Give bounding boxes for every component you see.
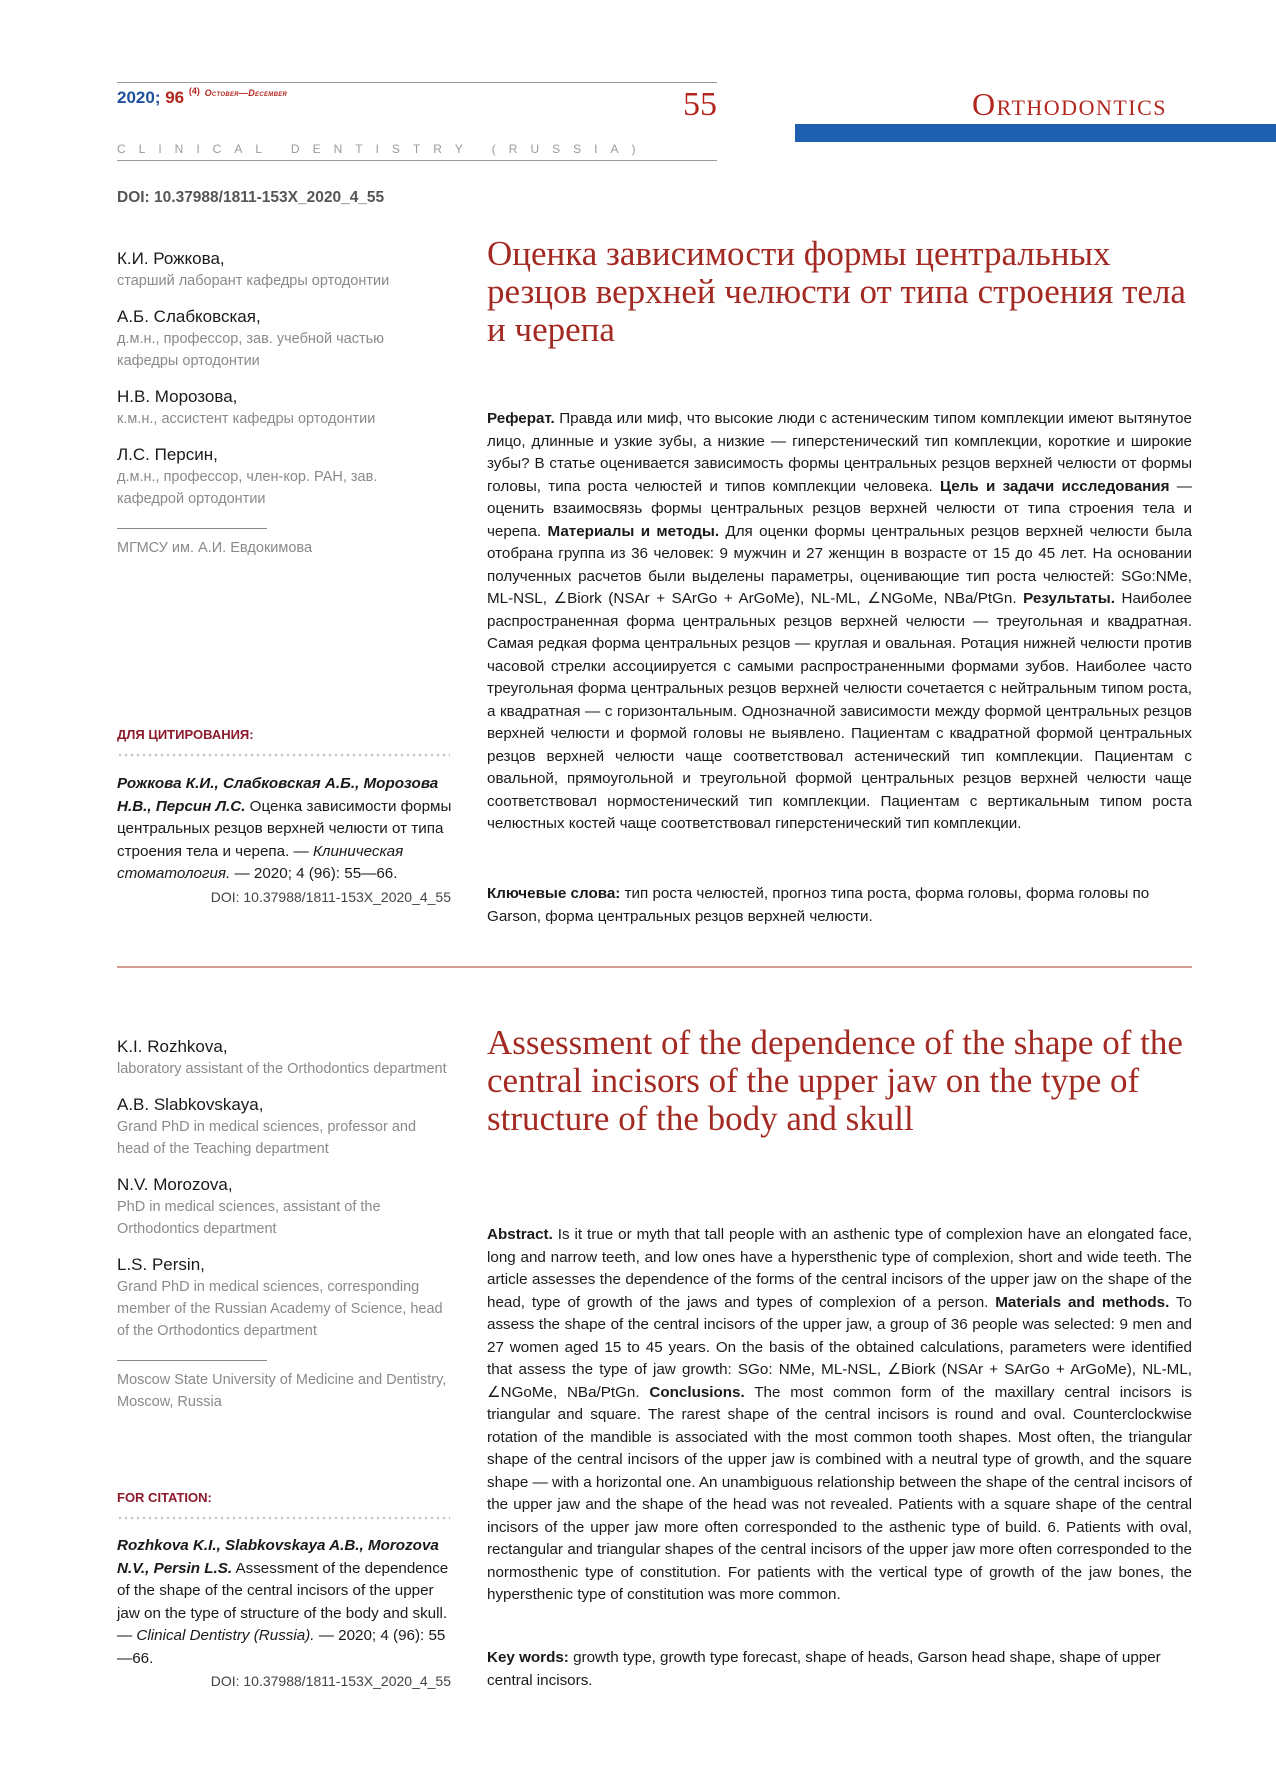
ru-citation <box>117 773 457 908</box>
journal-name: CLINICAL DENTISTRY (RUSSIA) <box>117 142 649 156</box>
issue-info <box>117 86 287 108</box>
ru-abstract <box>487 408 1192 836</box>
author-role: PhD in medical sciences, assistant of the Orthodontics department <box>117 1199 381 1237</box>
en-author-4 <box>117 1254 447 1342</box>
ru-author-1 <box>117 248 447 292</box>
abstract-label: Результаты. <box>1023 590 1115 607</box>
ru-authors <box>117 248 447 559</box>
citation-journal: Клиническая стоматология. <box>117 842 404 882</box>
keywords-label: Ключевые слова: <box>487 885 621 902</box>
citation-authors: Rozhkova K.I., Slabkovskaya A.B., Morozova N.V., Persin L.S. <box>117 1537 439 1577</box>
abstract-label: Materials and methods. <box>995 1293 1170 1311</box>
section-divider <box>117 966 1192 968</box>
abstract-label: Conclusions. <box>649 1383 745 1401</box>
citation-doi: DOI: 10.37988/1811-153X_2020_4_55 <box>210 888 451 905</box>
ru-author-3 <box>117 386 447 430</box>
author-role: Grand PhD in medical sciences, professor and head of the Teaching department <box>117 1119 417 1157</box>
ru-author-4 <box>117 444 447 510</box>
keywords-label: Key words: <box>487 1649 569 1666</box>
author-role: д.м.н., профессор, зав. учебной частью кафедры ортодонтии <box>117 331 385 369</box>
issue-volume: 96 <box>165 88 185 107</box>
abstract-text: To assess the shape of the central incisors of the upper jaw, a group of 36 people was selected: 9 men and 27 women aged 15 to 45 years. On the basis of the obtained calculations, parameters were identified that assess the type of jaw growth: SGo: NMe, ML-NSL, ∠Biork (NSAr + SArGo + ArGoMe), NL-ML, ∠NGoMe, NBa/PtGn. <box>487 1293 1192 1401</box>
abstract-label: Цель и задачи исследования <box>939 477 1170 495</box>
abstract-text: The most common form of the maxillary central incisors is triangular and square. The rarest shape of the central incisors is round and oval. Counterclockwise rotation of the mandible is associated with the most common tooth shapes. Most often, the triangular shape of the central incisors of the upper jaw is combined with a neutral type of growth, and the square shape — with a horizontal one. An unambiguous relationship between the shape of the central incisors of the upper jaw and the shape of the head was not revealed. Patients with a square shape of the central incisors of the upper jaw more often corresponded to the asthenic type of build. 6. Patients with oval, rectangular and triangular shapes of the central incisors of the upper jaw more often corresponded to the normosthenic type of constitution. For patients with the vertical type of growth of the jaw bones, the hypersthenic type of constitution was more common. <box>487 1383 1192 1603</box>
ru-keywords <box>487 883 1192 928</box>
citation-tail: — 2020; 4 (96): 55—66. <box>234 865 398 882</box>
en-keywords <box>487 1647 1192 1692</box>
citation-title: Оценка зависимости формы центральных резцов верхней челюсти от типа строения тела и черепа. — <box>117 797 452 860</box>
page-number: 55 <box>683 86 717 123</box>
en-author-3 <box>117 1174 447 1240</box>
issue-number: (4) <box>188 86 200 96</box>
keywords-text: тип роста челюстей, прогноз типа роста, форма головы, форма головы по Garson, форма центральных резцов верхней челюсти. <box>487 885 1150 925</box>
citation-journal: Clinical Dentistry (Russia). <box>136 1627 315 1644</box>
abstract-text: — оценить взаимосвязь формы центральных резцов верхней челюсти от типа строения тела и черепа. <box>487 477 1192 540</box>
author-name: L.S. Persin, <box>117 1255 205 1274</box>
author-name: A.B. Slabkovskaya, <box>117 1095 264 1114</box>
author-role: Grand PhD in medical sciences, corresponding member of the Russian Academy of Science, head of the Orthodontics department <box>117 1279 443 1339</box>
ru-author-2 <box>117 306 447 372</box>
citation-title: Assessment of the dependence of the shape of the central incisors of the upper jaw on the type of structure of the body and skull. — <box>117 1559 449 1644</box>
abstract-text: Наиболее распространенная форма центральных резцов верхней челюсти — треугольная и квадратная. Самая редкая форма центральных резцов — круглая и овальная. Ротация нижней челюсти против часовой стрелки ассоциируется с самыми распространенными формами зубов. Наиболее часто треугольная форма центральных резцов верхней челюсти сочетается с нейтральным типом роста, а квадратная — с горизонтальным. Однозначной зависимости между формой центральных резцов верхней челюсти и формой головы не выявлено. Пациентам с квадратной формой центральных резцов верхней челюсти чаще соответствовал астенический тип комплекции. Пациентам с овальной, прямоугольной и треугольной формой центральных резцов верхней челюсти чаще соответствовал нормостенический тип комплекции. Пациентам с вертикальным типом роста челюстных костей чаще соответствовал гиперстенический тип комплекции. <box>487 590 1192 832</box>
citation-tail: — 2020; 4 (96): 55—66. <box>117 1627 446 1667</box>
author-name: N.V. Morozova, <box>117 1175 233 1194</box>
en-citation <box>117 1535 457 1693</box>
abstract-text: Is it true or myth that tall people with an asthenic type of complexion have an elongated face, long and narrow teeth, and low ones have a hypersthenic type of complexion, short and wide teeth. The article assesses the dependence of the forms of the central incisors of the upper jaw on the shape of the head, type of growth of the jaws and types of complexion of a person. <box>487 1226 1192 1311</box>
section-title: Orthodontics <box>972 86 1168 122</box>
affiliation-divider <box>117 1360 267 1361</box>
abstract-text: Правда или миф, что высокие люди с астеническим типом комплекции имеют вытянутое лицо, длинные и узкие зубы, а низкие — гиперстенический тип комплекции, короткие и широкие зубы? В статье оценивается зависимость формы центральных резцов верхней челюсти от формы головы, типа роста челюстей и типов комплекции человека. <box>487 410 1192 495</box>
author-name: K.I. Rozhkova, <box>117 1037 228 1056</box>
abstract-text: Для оценки формы центральных резцов верхней челюсти была отобрана группа из 36 человек: 9 мужчин и 27 женщин в возрасте от 15 до 45 лет. На основании полученных расчетов были выделены параметры, оценивающие тип роста челюстей: SGo:NMe, ML-NSL, ∠Biork (NSAr + SArGo + ArGoMe), NL-ML, ∠NGoMe, NBa/PtGn. <box>487 522 1192 607</box>
abstract-label: Материалы и методы. <box>547 522 720 540</box>
en-article-title: Assessment of the dependence of the shape of the central incisors of the upper jaw on the type of structure of the body and skull <box>487 1023 1183 1138</box>
citation-doi: DOI: 10.37988/1811-153X_2020_4_55 <box>210 1673 451 1689</box>
author-role: к.м.н., ассистент кафедры ортодонтии <box>117 411 376 427</box>
en-author-2 <box>117 1094 447 1160</box>
author-role: старший лаборант кафедры ортодонтии <box>117 273 390 289</box>
ru-article-title: Оценка зависимости формы центральных резцов верхней челюсти от типа строения тела и черепа <box>487 234 1186 349</box>
author-name: Н.В. Морозова, <box>117 387 238 406</box>
issue-period: October—December <box>204 88 288 98</box>
en-author-1 <box>117 1036 447 1080</box>
author-name: А.Б. Слабковская, <box>117 307 261 326</box>
en-citation-label: FOR CITATION: <box>117 1490 212 1505</box>
ru-citation-label: ДЛЯ ЦИТИРОВАНИЯ: <box>117 727 254 742</box>
header-top-rule <box>117 82 717 83</box>
citation-authors: Рожкова К.И., Слабковская А.Б., Морозова Н.В., Персин Л.С. <box>117 775 439 815</box>
affiliation-divider <box>117 528 267 529</box>
author-name: К.И. Рожкова, <box>117 249 225 268</box>
abstract-label: Abstract. <box>487 1226 553 1243</box>
author-name: Л.С. Персин, <box>117 445 218 464</box>
ru-affiliation: МГМСУ им. А.И. Евдокимова <box>117 540 313 556</box>
en-citation-dotted-rule <box>117 1516 450 1520</box>
author-role: laboratory assistant of the Orthodontics department <box>117 1061 447 1077</box>
author-role: д.м.н., профессор, член-кор. РАН, зав. кафедрой ортодонтии <box>117 469 378 507</box>
article-doi: DOI: 10.37988/1811-153X_2020_4_55 <box>117 189 385 206</box>
section-color-bar <box>795 124 1276 142</box>
ru-citation-dotted-rule <box>117 753 450 757</box>
issue-year: 2020; <box>117 88 161 107</box>
abstract-label: Реферат. <box>487 410 555 427</box>
en-affiliation: Moscow State University of Medicine and Dentistry, Moscow, Russia <box>117 1372 447 1410</box>
keywords-text: growth type, growth type forecast, shape of heads, Garson head shape, shape of upper central incisors. <box>487 1649 1161 1689</box>
en-abstract <box>487 1224 1192 1607</box>
header-bottom-rule <box>117 160 717 161</box>
en-authors <box>117 1036 447 1413</box>
